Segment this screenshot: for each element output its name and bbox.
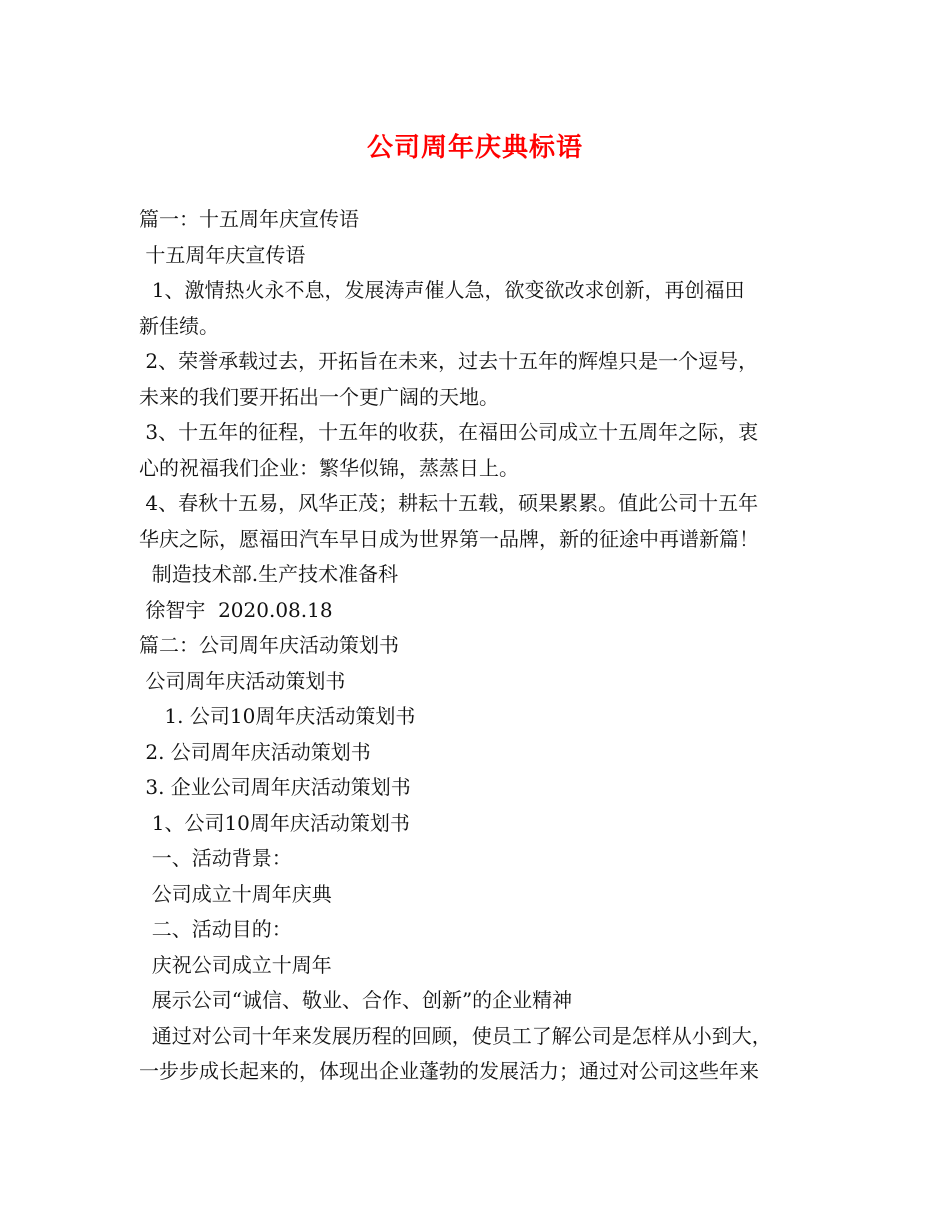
document-line: 心的祝福我们企业：繁华似锦，蒸蒸日上。 xyxy=(139,455,519,480)
document-line: 展示公司“诚信、敬业、合作、创新”的企业精神 xyxy=(139,988,573,1012)
document-line: 华庆之际，愿福田汽车早日成为世界第一品牌，新的征途中再谱新篇！ xyxy=(139,526,759,551)
document-line: 庆祝公司成立十周年 xyxy=(139,952,332,977)
document-line: 2. 公司周年庆活动策划书 xyxy=(139,739,371,764)
document-line: 一、活动背景： xyxy=(139,846,292,870)
document-body xyxy=(139,202,819,1090)
document-line: 1、公司10周年庆活动策划书 xyxy=(139,810,410,835)
document-line: 未来的我们要开拓出一个更广阔的天地。 xyxy=(139,384,499,409)
document-line: 2、荣誉承载过去，开拓旨在未来，过去十五年的辉煌只是一个逗号， xyxy=(139,349,759,373)
document-line: 十五周年庆宣传语 xyxy=(139,242,306,267)
document-line: 新佳绩。 xyxy=(139,313,219,338)
document-line: 公司成立十周年庆典 xyxy=(139,881,332,906)
document-line: 篇二：公司周年庆活动策划书 xyxy=(139,633,399,657)
document-line: 二、活动目的： xyxy=(139,917,292,941)
document-line: 一步步成长起来的，体现出企业蓬勃的发展活力；通过对公司这些年来 xyxy=(139,1059,759,1083)
document-line: 3、十五年的征程，十五年的收获，在福田公司成立十五周年之际，衷 xyxy=(139,420,759,444)
document-line: 公司周年庆活动策划书 xyxy=(139,668,346,693)
document-line: 4、春秋十五易，风华正茂；耕耘十五载，硕果累累。值此公司十五年 xyxy=(139,491,759,515)
document-title: 公司周年庆典标语 xyxy=(366,133,583,163)
document-line: 1. 公司10周年庆活动策划书 xyxy=(139,704,416,728)
document-line: 篇一：十五周年庆宣传语 xyxy=(139,207,359,231)
document-line: 徐智宇 2020.08.18 xyxy=(139,597,333,622)
document-line: 通过对公司十年来发展历程的回顾，使员工了解公司是怎样从小到大， xyxy=(139,1023,772,1048)
document-line: 3. 企业公司周年庆活动策划书 xyxy=(139,775,411,799)
document-line: 制造技术部.生产技术准备科 xyxy=(139,562,399,586)
document-line: 1、激情热火永不息，发展涛声催人急，欲变欲改求创新，再创福田 xyxy=(139,278,745,302)
